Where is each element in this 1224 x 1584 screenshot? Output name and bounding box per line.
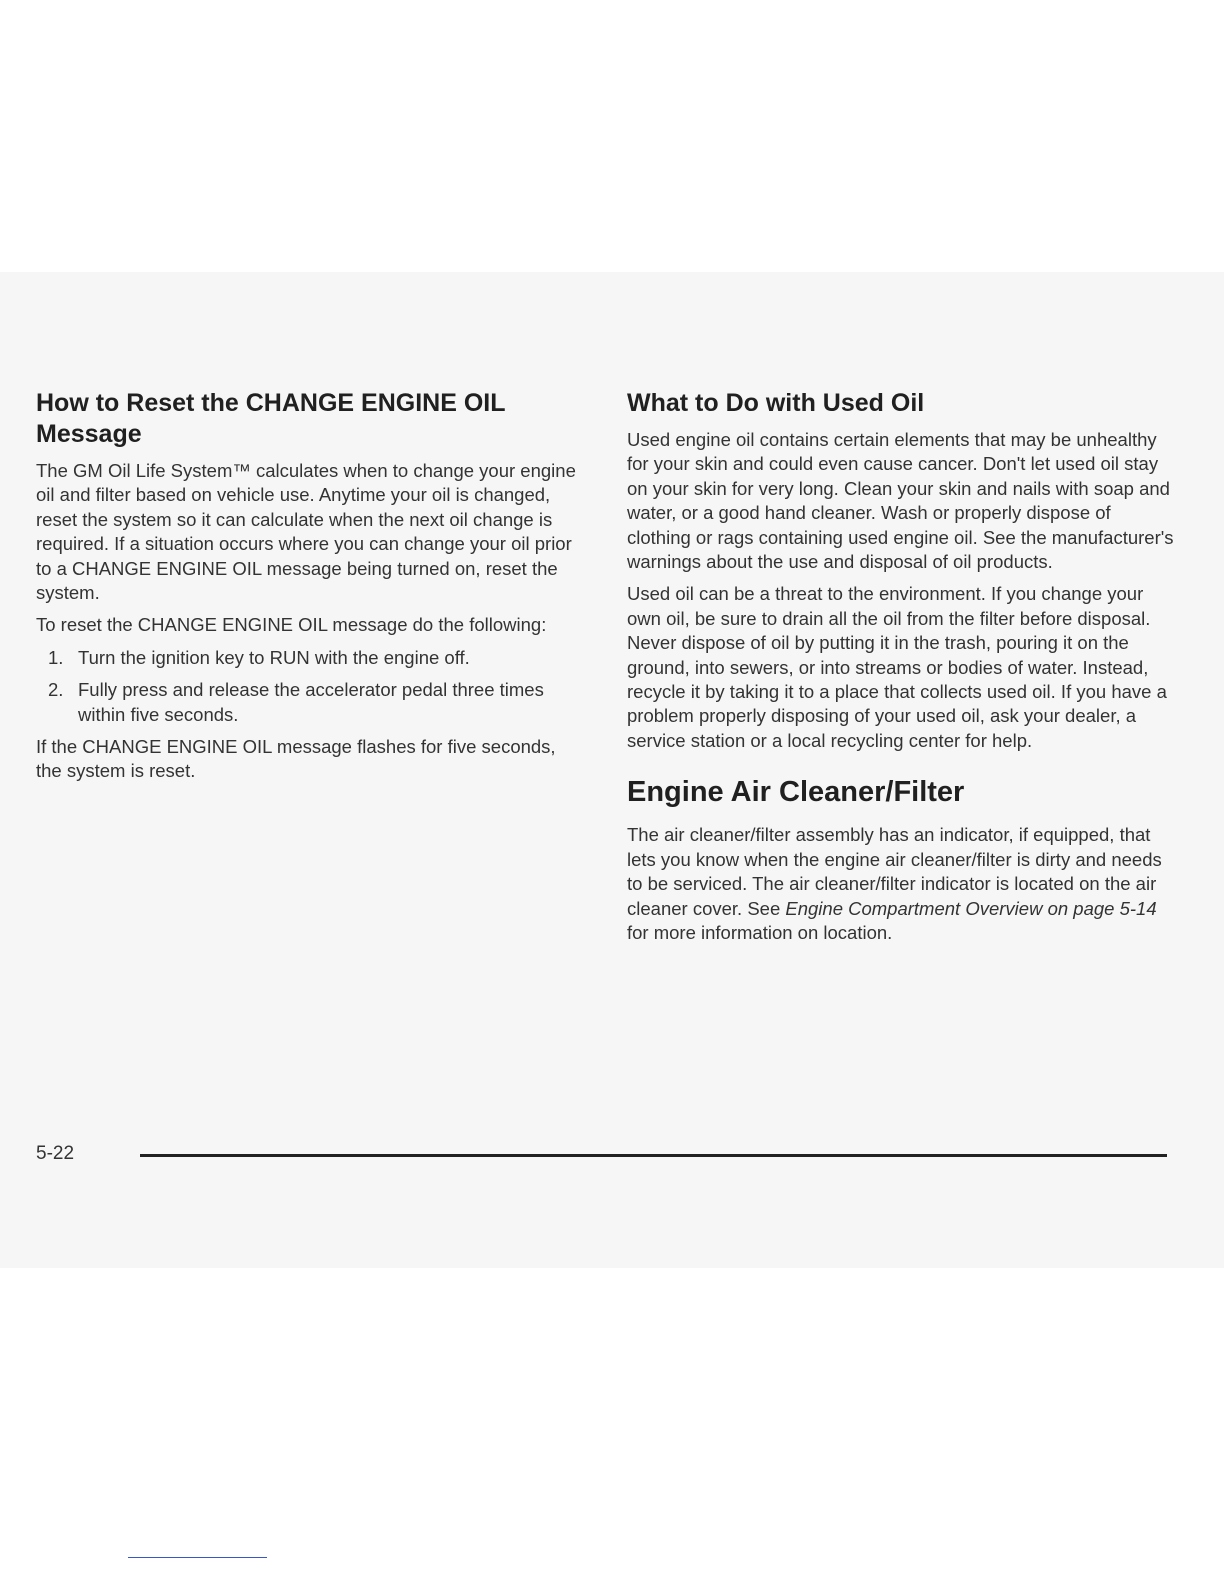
air-filter-section	[627, 775, 1175, 945]
step-number: 1.	[48, 646, 64, 668]
reset-lead-paragraph: To reset the CHANGE ENGINE OIL message do the following:	[36, 614, 547, 636]
reset-steps-list	[36, 646, 584, 727]
air-filter-text-end: for more information on location.	[627, 921, 893, 943]
reset-oil-message-heading: How to Reset the CHANGE ENGINE OIL Message	[36, 389, 506, 448]
reset-step-item	[36, 646, 584, 670]
right-column	[627, 388, 1175, 953]
step-text: Turn the ignition key to RUN with the engine off.	[78, 646, 470, 668]
decorative-underline	[128, 1557, 267, 1558]
step-text: Fully press and release the accelerator pedal three times within five seconds.	[78, 679, 544, 725]
left-column	[36, 388, 584, 792]
used-oil-paragraph-2: Used oil can be a threat to the environment. If you change your own oil, be sure to drain all the oil from the filter before disposal. Never dispose of oil by putting it in the trash, pouring it on the ground, into sewers, or into streams or bodies of water. Instead, recycle it by taking it to a place that collects used oil. If you have a problem properly disposing of your used oil, ask your dealer, a service station or a local recycling center for help.	[627, 583, 1167, 751]
air-filter-paragraph	[627, 823, 1175, 945]
reset-closing-paragraph: If the CHANGE ENGINE OIL message flashes for five seconds, the system is reset.	[36, 736, 556, 782]
reset-step-item	[36, 678, 584, 727]
footer-rule	[140, 1154, 1167, 1157]
step-number: 2.	[48, 679, 64, 701]
air-filter-heading: Engine Air Cleaner/Filter	[627, 776, 965, 809]
air-filter-text-start: The air cleaner/filter assembly has an indicator, if equipped, that lets you know when the engine air cleaner/filter is dirty and needs to be serviced. The air cleaner/filter indicator is located on the air cleaner cover. See	[627, 824, 1162, 919]
page-number: 5-22	[36, 1143, 75, 1164]
used-oil-paragraph-1: Used engine oil contains certain elements that may be unhealthy for your skin and could even cause cancer. Don't let used oil stay on your skin for very long. Clean your skin and nails with soap and water, or a good hand cleaner. Wash or properly dispose of clothing or rags containing used engine oil. See the manufacturer's warnings about the use and disposal of oil products.	[627, 429, 1174, 573]
used-oil-heading: What to Do with Used Oil	[627, 389, 925, 417]
engine-compartment-reference[interactable]: Engine Compartment Overview on page 5-14	[785, 897, 1157, 919]
reset-intro-paragraph: The GM Oil Life System™ calculates when to change your engine oil and filter based on vehicle use. Anytime your oil is changed, reset the system so it can calculate when the next oil change is required. If a situation occurs where you can change your oil prior to a CHANGE ENGINE OIL message being turned on, reset the system.	[36, 460, 576, 604]
